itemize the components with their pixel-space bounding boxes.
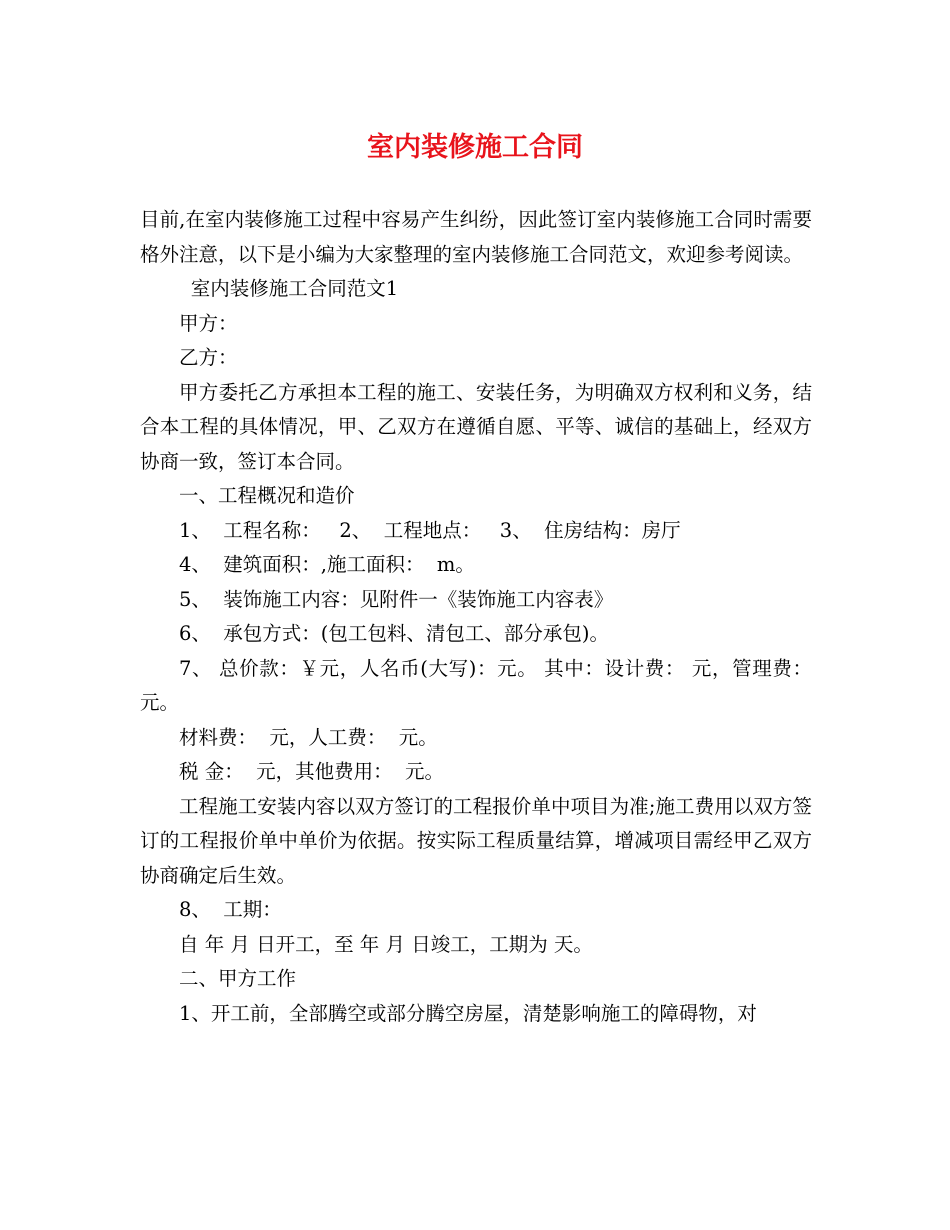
preamble-paragraph: 甲方委托乙方承担本工程的施工、安装任务，为明确双方权利和义务，结合本工程的具体情况，甲、乙双方在遵循自愿、平等、诚信的基础上，经双方协商一致，签订本合同。 [140,380,812,473]
schedule-line: 自 年 月 日开工，至 年 月 日竣工，工期为 天。 [179,932,593,956]
section-heading: 二、甲方工作 [179,967,297,990]
party-b-line: 乙方： [179,346,238,369]
intro-paragraph: 目前,在室内装修施工过程中容易产生纠纷，因此签订室内装修施工合同时需要格外注意，以下是小编为大家整理的室内装修施工合同范文，欢迎参考阅读。 [140,208,812,266]
content-paragraph: 工程施工安装内容以双方签订的工程报价单中项目为准;施工费用以双方签订的工程报价单中单价为依据。按实际工程质量结算，增减项目需经甲乙双方协商确定后生效。 [140,794,812,887]
party-a-line: 甲方： [179,311,238,335]
clause-line: 5、 装饰施工内容：见附件一《装饰施工内容表》 [179,587,614,611]
document-body [140,203,812,1031]
section-heading: 一、工程概况和造价 [179,484,355,507]
clause-line: 7、 总价款：￥元，人名币(大写)：元。 其中：设计费： 元，管理费： 元。 [140,656,812,714]
clause-line: 1、 工程名称： 2、 工程地点： 3、 住房结构：房厅 [179,518,681,542]
fee-line: 税 金： 元，其他费用： 元。 [179,760,444,783]
clause-line: 1、开工前，全部腾空或部分腾空房屋，清楚影响施工的障碍物，对 [179,1001,757,1025]
clause-line: 4、 建筑面积：,施工面积： m。 [179,553,475,576]
clause-line: 6、 承包方式：(包工包料、清包工、部分承包)。 [179,622,610,645]
fee-line: 材料费： 元，人工费： 元。 [179,725,438,749]
sample-heading: 室内装修施工合同范文1 [190,277,399,300]
clause-line: 8、 工期： [179,898,282,921]
document-title: 室内装修施工合同 [367,132,583,163]
